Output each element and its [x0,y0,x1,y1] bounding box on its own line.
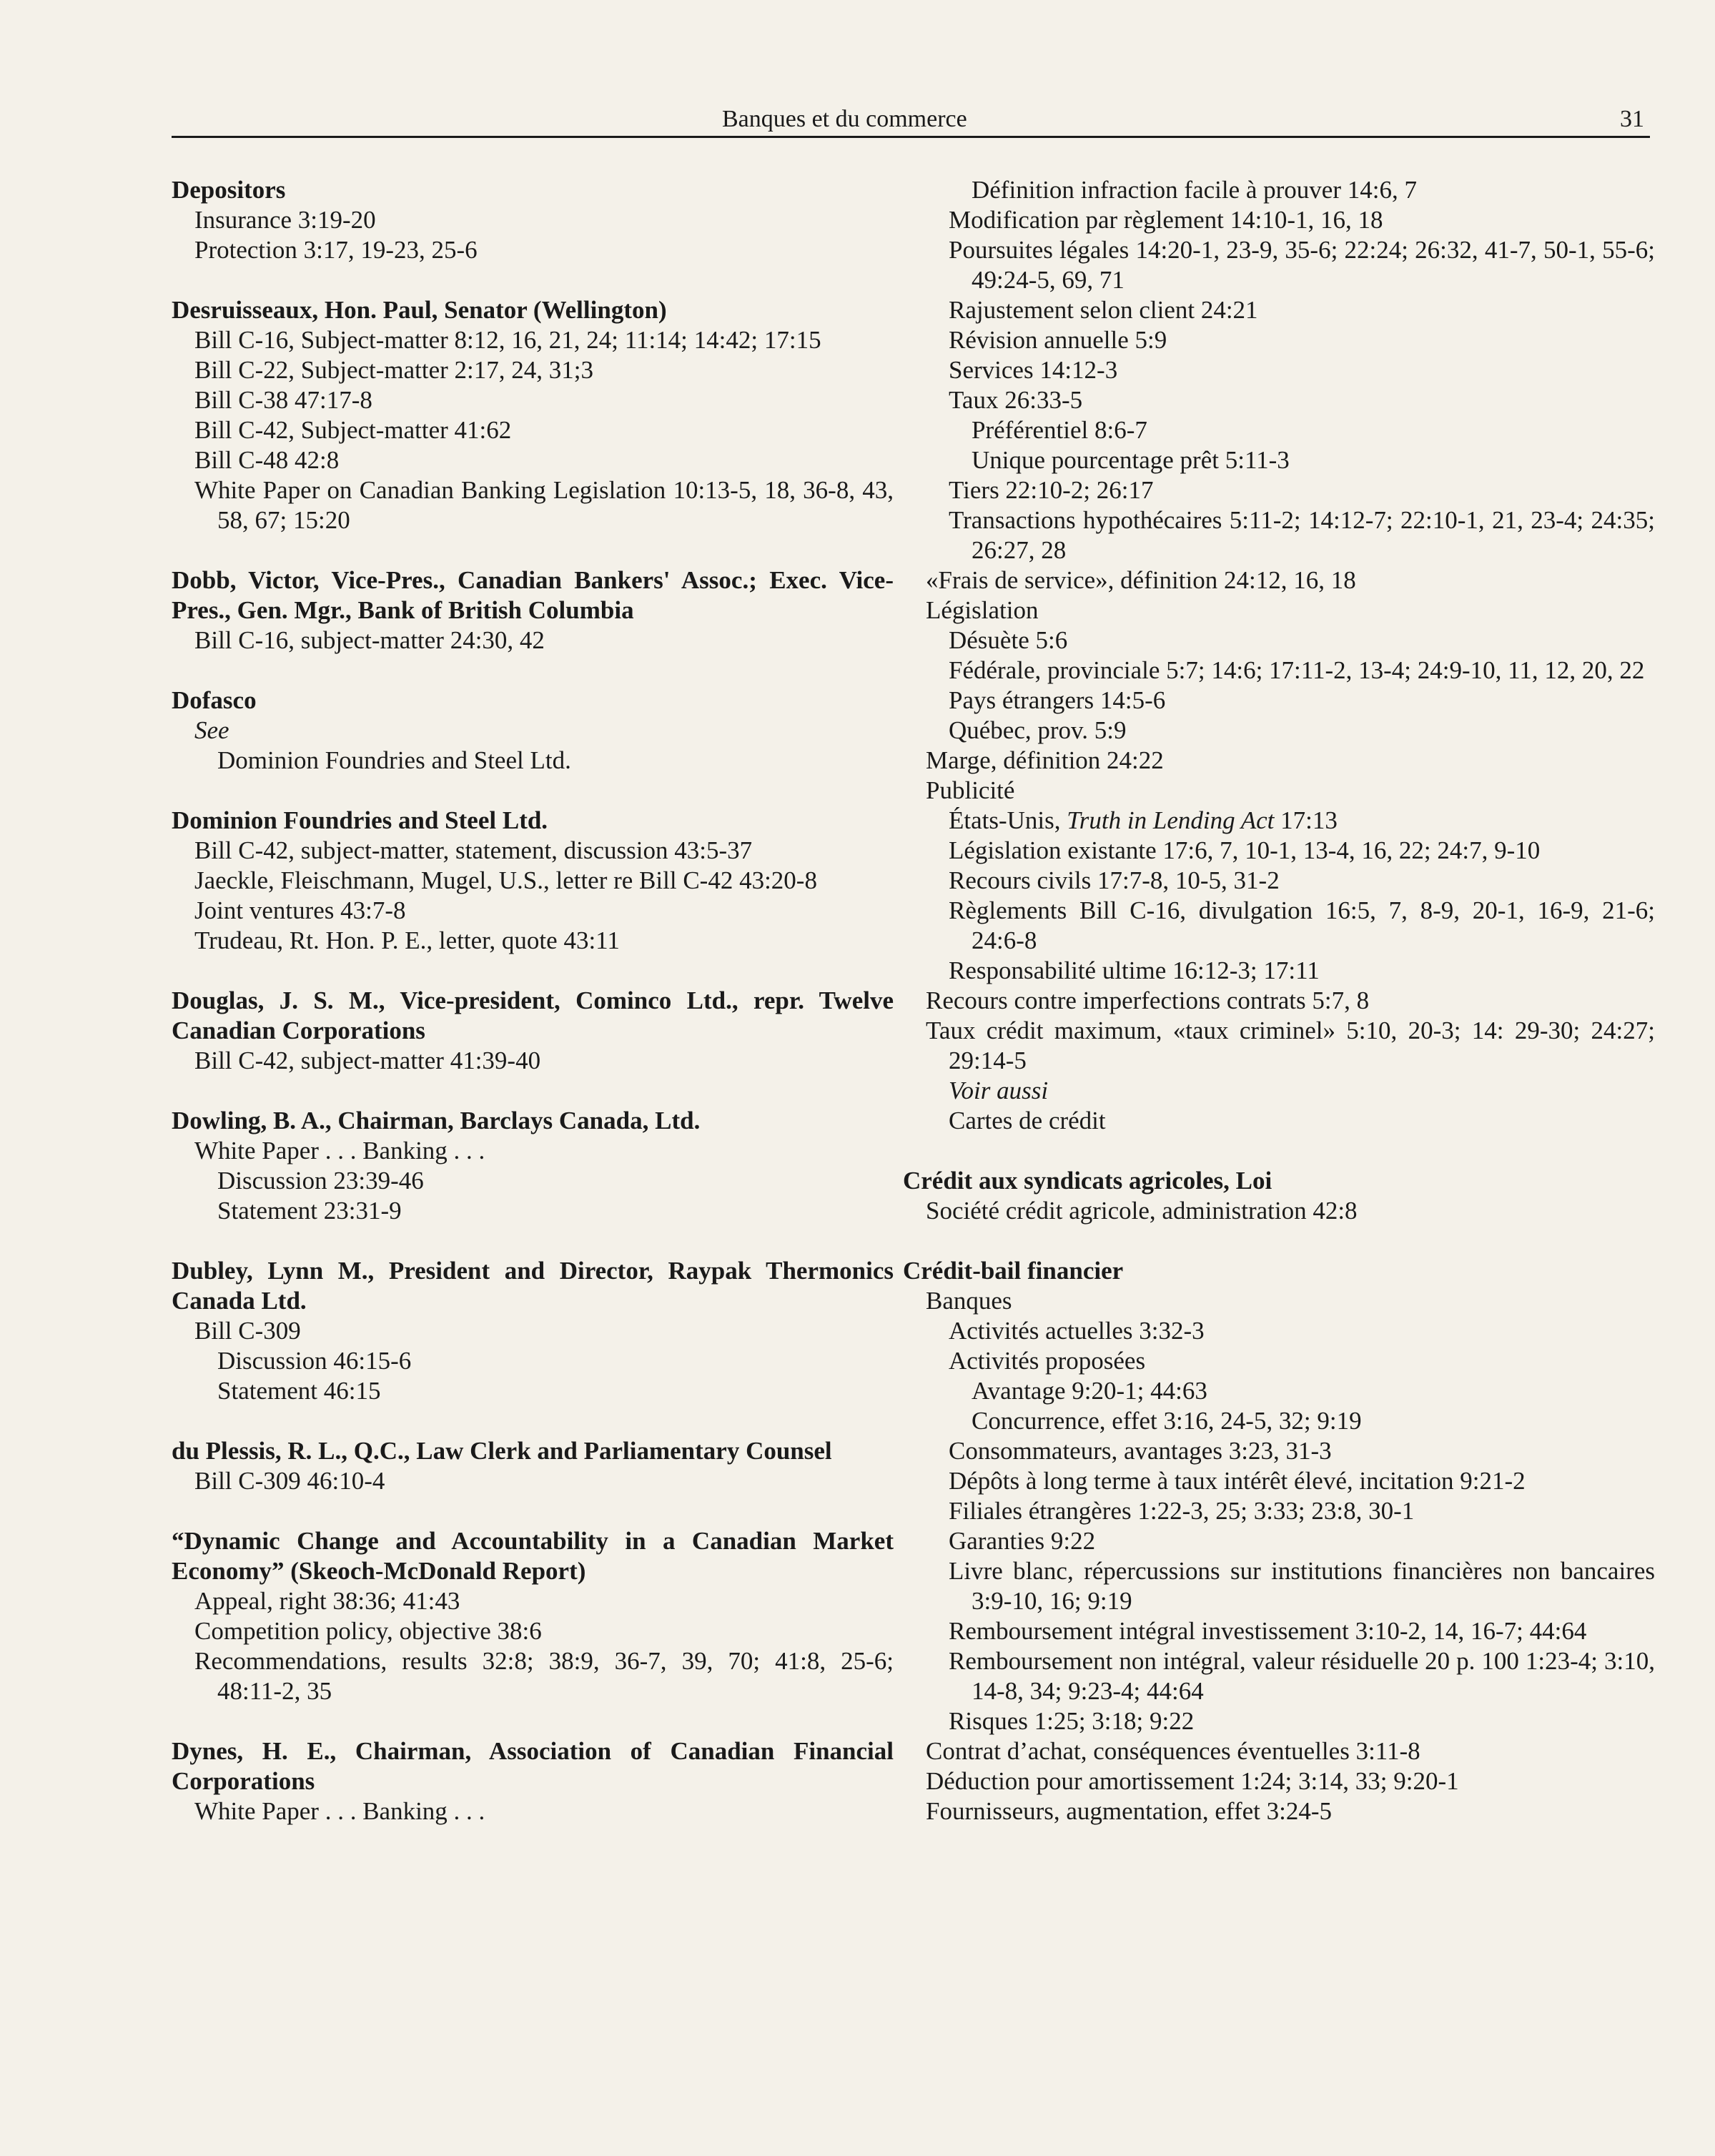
subentry: Activités actuelles 3:32-3 [949,1317,1205,1345]
header-rule [172,136,1650,138]
subentry: Bill C-42, Subject-matter 41:62 [194,416,512,444]
subentry: Remboursement intégral investissement 3:10-2, 14, 16-7; 44:64 [949,1617,1587,1645]
text-segment: 17:13 [1274,806,1338,834]
subentry: Taux 26:33-5 [949,386,1083,414]
subentry: Définition infraction facile à prouver 14:6, 7 [972,176,1417,204]
subentry: Unique pourcentage prêt 5:11-3 [972,446,1290,474]
text-segment: États-Unis, [949,806,1067,834]
subentry-us-act [926,806,1655,836]
entry-heading: Dominion Foundries and Steel Ltd. [172,806,548,834]
subentry: Fournisseurs, augmentation, effet 3:24-5 [926,1797,1332,1825]
index-entry-douglas [172,986,894,1076]
subentry: Transactions hypothécaires 5:11-2; 14:12-7; 22:10-1, 21, 23-4; 24:35; 26:27, 28 [949,506,1655,564]
subentry: Discussion 46:15-6 [217,1347,412,1375]
entry-heading: Crédit aux syndicats agricoles, Loi [903,1167,1272,1195]
subentry: Marge, définition 24:22 [926,746,1164,774]
subentry: Publicité [926,776,1015,804]
subentry: Recours civils 17:7-8, 10-5, 31-2 [949,866,1280,894]
entry-gap [926,1136,1655,1166]
subentry: White Paper on Canadian Banking Legislation 10:13-5, 18, 36-8, 43, 58, 67; 15:20 [194,476,894,534]
subentry: Déduction pour amortissement 1:24; 3:14, 33; 9:20-1 [926,1767,1459,1795]
entry-heading: Douglas, J. S. M., Vice-president, Cominco Ltd., repr. Twelve Canadian Corporations [172,986,894,1044]
entry-heading: Depositors [172,176,286,204]
entry-heading: Dowling, B. A., Chairman, Barclays Canada, Ltd. [172,1107,701,1134]
subentry: Livre blanc, répercussions sur institutions financières non bancaires 3:9-10, 16; 9:19 [949,1557,1655,1615]
subentry: Dépôts à long terme à taux intérêt élevé, incitation 9:21-2 [949,1467,1526,1495]
index-entry-dynes [172,1736,894,1826]
index-entry-dobb [172,565,894,656]
subentry: Révision annuelle 5:9 [949,326,1167,354]
entry-heading: Dubley, Lynn M., President and Director, Raypak Thermonics Canada Ltd. [172,1257,894,1315]
subentry: Recours contre imperfections contrats 5:7, 8 [926,986,1370,1014]
subentry: Société crédit agricole, administration 42:8 [926,1197,1358,1225]
subentry: Bill C-42, subject-matter, statement, discussion 43:5-37 [194,836,753,864]
left-column [172,175,894,1856]
subentry: Recommendations, results 32:8; 38:9, 36-7, 39, 70; 41:8, 25-6; 48:11-2, 35 [194,1647,894,1705]
subentry: Bill C-48 42:8 [194,446,340,474]
subentry: Préférentiel 8:6-7 [972,416,1147,444]
subentry: Protection 3:17, 19-23, 25-6 [194,236,478,264]
subentry: Tiers 22:10-2; 26:17 [949,476,1154,504]
subentry: Joint ventures 43:7-8 [194,896,406,924]
entry-heading: Desruisseaux, Hon. Paul, Senator (Wellington) [172,296,667,324]
subentry: Concurrence, effet 3:16, 24-5, 32; 9:19 [972,1407,1362,1435]
subentry: Risques 1:25; 3:18; 9:22 [949,1707,1195,1735]
index-entry-dominion [172,806,894,956]
right-column [903,175,1655,1856]
subentry: Contrat d’achat, conséquences éventuelles 3:11-8 [926,1737,1420,1765]
subentry: Législation [926,596,1039,624]
subentry: Législation existante 17:6, 7, 10-1, 13-4, 16, 22; 24:7, 9-10 [949,836,1541,864]
index-entry-dynamic-change [172,1526,894,1706]
subentry: Désuète 5:6 [949,626,1068,654]
subentry: Pays étrangers 14:5-6 [949,686,1166,714]
entry-heading: du Plessis, R. L., Q.C., Law Clerk and Parliamentary Counsel [172,1437,832,1465]
index-entry-dofasco [172,686,894,776]
see-also-label: Voir aussi [949,1077,1049,1104]
subentry: Appeal, right 38:36; 41:43 [194,1587,460,1615]
subentry: Bill C-42, subject-matter 41:39-40 [194,1047,541,1074]
page-number: 31 [1620,106,1644,132]
subentry: Bill C-16, subject-matter 24:30, 42 [194,626,545,654]
subentry: Discussion 23:39-46 [217,1167,424,1195]
subentry: White Paper . . . Banking . . . [194,1137,485,1164]
subentry: Bill C-309 46:10-4 [194,1467,385,1495]
entry-heading: Dofasco [172,686,257,714]
index-entry-depositors [172,175,894,265]
subentry: Responsabilité ultime 16:12-3; 17:11 [949,956,1320,984]
index-entry-dubley [172,1256,894,1406]
subentry: Québec, prov. 5:9 [949,716,1127,744]
subentry: Jaeckle, Fleischmann, Mugel, U.S., letter re Bill C-42 43:20-8 [194,866,817,894]
subentry: Bill C-22, Subject-matter 2:17, 24, 31;3 [194,356,594,384]
subentry: Avantage 9:20-1; 44:63 [972,1377,1207,1405]
see-reference-target: Dominion Foundries and Steel Ltd. [217,746,571,774]
subentry: Trudeau, Rt. Hon. P. E., letter, quote 43:11 [194,926,620,954]
subentry: Garanties 9:22 [949,1527,1096,1555]
subentry: Insurance 3:19-20 [194,206,376,234]
subentry: Banques [926,1287,1012,1315]
subentry: Bill C-38 47:17-8 [194,386,372,414]
entry-heading: Crédit-bail financier [903,1257,1124,1285]
subentry: Bill C-309 [194,1317,301,1345]
entry-heading: Dynes, H. E., Chairman, Association of Canadian Financial Corporations [172,1737,894,1795]
subentry: Statement 46:15 [217,1377,381,1405]
subentry: Statement 23:31-9 [217,1197,402,1225]
subentry: Modification par règlement 14:10-1, 16, 18 [949,206,1383,234]
subentry: White Paper . . . Banking . . . [194,1797,485,1825]
subentry: Competition policy, objective 38:6 [194,1617,542,1645]
entry-heading: Dobb, Victor, Vice-Pres., Canadian Bankers' Assoc.; Exec. Vice-Pres., Gen. Mgr., Bank of British Columbia [172,566,894,624]
subentry: Poursuites légales 14:20-1, 23-9, 35-6; 22:24; 26:32, 41-7, 50-1, 55-6; 49:24-5, 69, 71 [949,236,1655,294]
subentry: Consommateurs, avantages 3:23, 31-3 [949,1437,1332,1465]
see-reference-label: See [194,716,229,744]
subentry: Services 14:12-3 [949,356,1118,384]
index-entry-credit-bail [903,1256,1655,1826]
subentry: Fédérale, provinciale 5:7; 14:6; 17:11-2, 13-4; 24:9-10, 11, 12, 20, 22 [949,656,1645,684]
index-entry-dowling [172,1106,894,1226]
index-entry-desruisseaux [172,295,894,535]
subentry: Remboursement non intégral, valeur résiduelle 20 p. 100 1:23-4; 3:10, 14-8, 34; 9:23-4; 44:64 [949,1647,1655,1705]
subentry: Taux crédit maximum, «taux criminel» 5:10, 20-3; 14: 29-30; 24:27; 29:14-5 [926,1017,1655,1074]
subentry: Rajustement selon client 24:21 [949,296,1258,324]
running-header: Banques et du commerce [722,106,967,132]
subentry: Règlements Bill C-16, divulgation 16:5, 7, 8-9, 20-1, 16-9, 21-6; 24:6-8 [949,896,1655,954]
subentry: Activités proposées [949,1347,1146,1375]
entry-heading: “Dynamic Change and Accountability in a Canadian Market Economy” (Skeoch-McDonald Report) [172,1527,894,1585]
index-entry-duplessis [172,1436,894,1496]
subentry: Filiales étrangères 1:22-3, 25; 3:33; 23:8, 30-1 [949,1497,1415,1525]
see-also-target: Cartes de crédit [949,1107,1106,1134]
act-title: Truth in Lending Act [1067,806,1275,834]
subentry: Bill C-16, Subject-matter 8:12, 16, 21, 24; 11:14; 14:42; 17:15 [194,326,821,354]
subentry: «Frais de service», définition 24:12, 16, 18 [926,566,1356,594]
index-entry-credit-agricole [903,1166,1655,1226]
